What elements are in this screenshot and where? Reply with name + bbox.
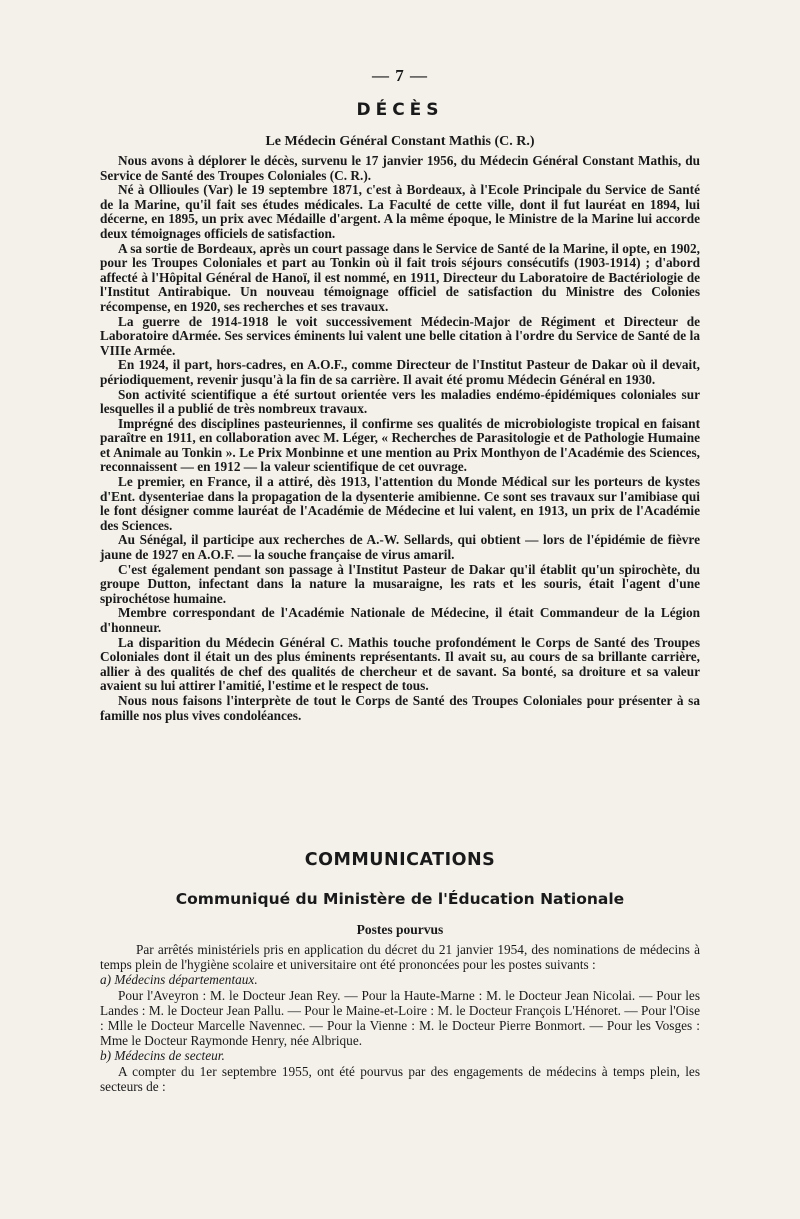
- paragraph: Son activité scientifique a été surtout orientée vers les maladies endémo-épidémiques coloniales sur lesquelles il a publié de très nombreux travaux.: [100, 386, 700, 417]
- communique-text: [100, 942, 700, 1094]
- paragraph: A compter du 1er septembre 1955, ont été pourvus par des engagements de médecins à temps plein, les secteurs de :: [100, 1063, 700, 1094]
- obituary-text: [100, 154, 700, 723]
- deces-heading: DÉCÈS: [356, 100, 444, 120]
- paragraph: C'est également pendant son passage à l'Institut Pasteur de Dakar qu'il établit qu'un spirochète, du groupe Dutton, infectant dans la nature la musaraigne, les rats et les souris, était l'agent d'une spirochétose humaine.: [100, 561, 700, 606]
- page-number: — 7 —: [372, 66, 428, 85]
- paragraph: Par arrêtés ministériels pris en application du décret du 21 janvier 1954, des nominations de médecins à temps plein de l'hygiène scolaire et universitaire ont été prononcées pour les postes suivants :: [100, 942, 700, 973]
- list-item-label: b) Médecins de secteur.: [100, 1048, 225, 1064]
- list-item-label: a) Médecins départementaux.: [100, 972, 258, 988]
- paragraph: En 1924, il part, hors-cadres, en A.O.F., comme Directeur de l'Institut Pasteur de Dakar où il devait, périodiquement, revenir jusqu'à la fin de sa carrière. Il avait été promu Médecin Général en 1930.: [100, 357, 700, 387]
- paragraph: La disparition du Médecin Général C. Mathis touche profondément le Corps de Santé des Troupes Coloniales dont il était un des plus éminents représentants. Il avait su, au cours de sa brillante carrière, allier à des qualités de chef des qualités de chercheur et de savant. Sa bonté, sa droiture et sa valeur avaient su lui attirer l'amitié, l'estime et le respect de tous.: [100, 634, 700, 694]
- paragraph: A sa sortie de Bordeaux, après un court passage dans le Service de Santé de la Marine, il opte, en 1902, pour les Troupes Coloniales et part au Tonkin où il fait trois séjours consécutifs (1903-1914) ; d'abord affecté à l'Hôpital Général de Hanoï, il est nommé, en 1911, Directeur du Laboratoire de Bactériologie de l'Institut Antirabique. Un nouveau témoignage officiel de satisfaction du Ministre des Colonies récompense, en 1920, ses recherches et ses travaux.: [100, 240, 700, 314]
- paragraph: Nous avons à déplorer le décès, survenu le 17 janvier 1956, du Médecin Général Constant Mathis, du Service de Santé des Troupes Coloniales (C. R.).: [100, 153, 700, 183]
- paragraph: Pour l'Aveyron : M. le Docteur Jean Rey. — Pour la Haute-Marne : M. le Docteur Jean Nicolai. — Pour les Landes : M. le Docteur Jean Pallu. — Pour le Maine-et-Loire : M. le Docteur François L'Hénoret. — Pour l'Oise : Mlle le Docteur Marcelle Navennec. — Pour la Vienne : M. le Docteur Pierre Bonmort. — Pour les Vosges : Mme le Docteur Raymonde Henry, née Albrique.: [100, 987, 700, 1049]
- section-heading: Postes pourvus: [356, 922, 444, 937]
- paragraph: Le premier, en France, il a attiré, dès 1913, l'attention du Monde Médical sur les porteurs de kystes d'Ent. dysenteriae dans la propagation de la dysenterie amibienne. Ce sont ses travaux sur l'amibiase qui le font désigner comme lauréat de l'Académie de Médecine et lui valent, en 1913, un prix de l'Académie des Sciences.: [100, 474, 700, 533]
- paragraph: La guerre de 1914-1918 le voit successivement Médecin-Major de Régiment et Directeur de Laboratoire dArmée. Ses services éminents lui valent une belle citation à l'ordre du Service de Santé de la VIIIe Armée.: [100, 313, 700, 358]
- paragraph: Membre correspondant de l'Académie Nationale de Médecine, il était Commandeur de la Légion d'honneur.: [100, 605, 700, 635]
- paragraph: Nous nous faisons l'interprète de tout le Corps de Santé des Troupes Coloniales pour présenter à sa famille nos plus vives condoléances.: [100, 692, 700, 723]
- paragraph: Né à Ollioules (Var) le 19 septembre 1871, c'est à Bordeaux, à l'Ecole Principale du Service de Santé de la Marine, qu'il fait ses études médicales. La Faculté de cette ville, dont il fut lauréat en 1894, lui décerne, en 1895, un prix avec Médaille d'argent. A la même époque, le Ministre de la Marine lui accorde deux témoignages officiels de satisfaction.: [100, 182, 700, 241]
- communications-heading: COMMUNICATIONS: [304, 850, 496, 870]
- ministry-communique-title: Communiqué du Ministère de l'Éducation Nationale: [175, 890, 625, 908]
- paragraph: Au Sénégal, il participe aux recherches de A.-W. Sellards, qui obtient — lors de l'épidémie de fièvre jaune de 1927 en A.O.F. — la souche française de virus amaril.: [100, 532, 700, 563]
- paragraph: Imprégné des disciplines pasteuriennes, il confirme ses qualités de microbiologiste tropical en faisant paraître en 1911, en collaboration avec M. Léger, « Recherches de Parasitologie et de Pathologie Humaine et Animale au Tonkin ». Le Prix Monbinne et une mention au Prix Monthyon de l'Académie des Sciences, reconnaissent — en 1912 — la valeur scientifique de cet ouvrage.: [100, 415, 700, 475]
- obituary-subtitle: Le Médecin Général Constant Mathis (C. R.): [265, 134, 535, 149]
